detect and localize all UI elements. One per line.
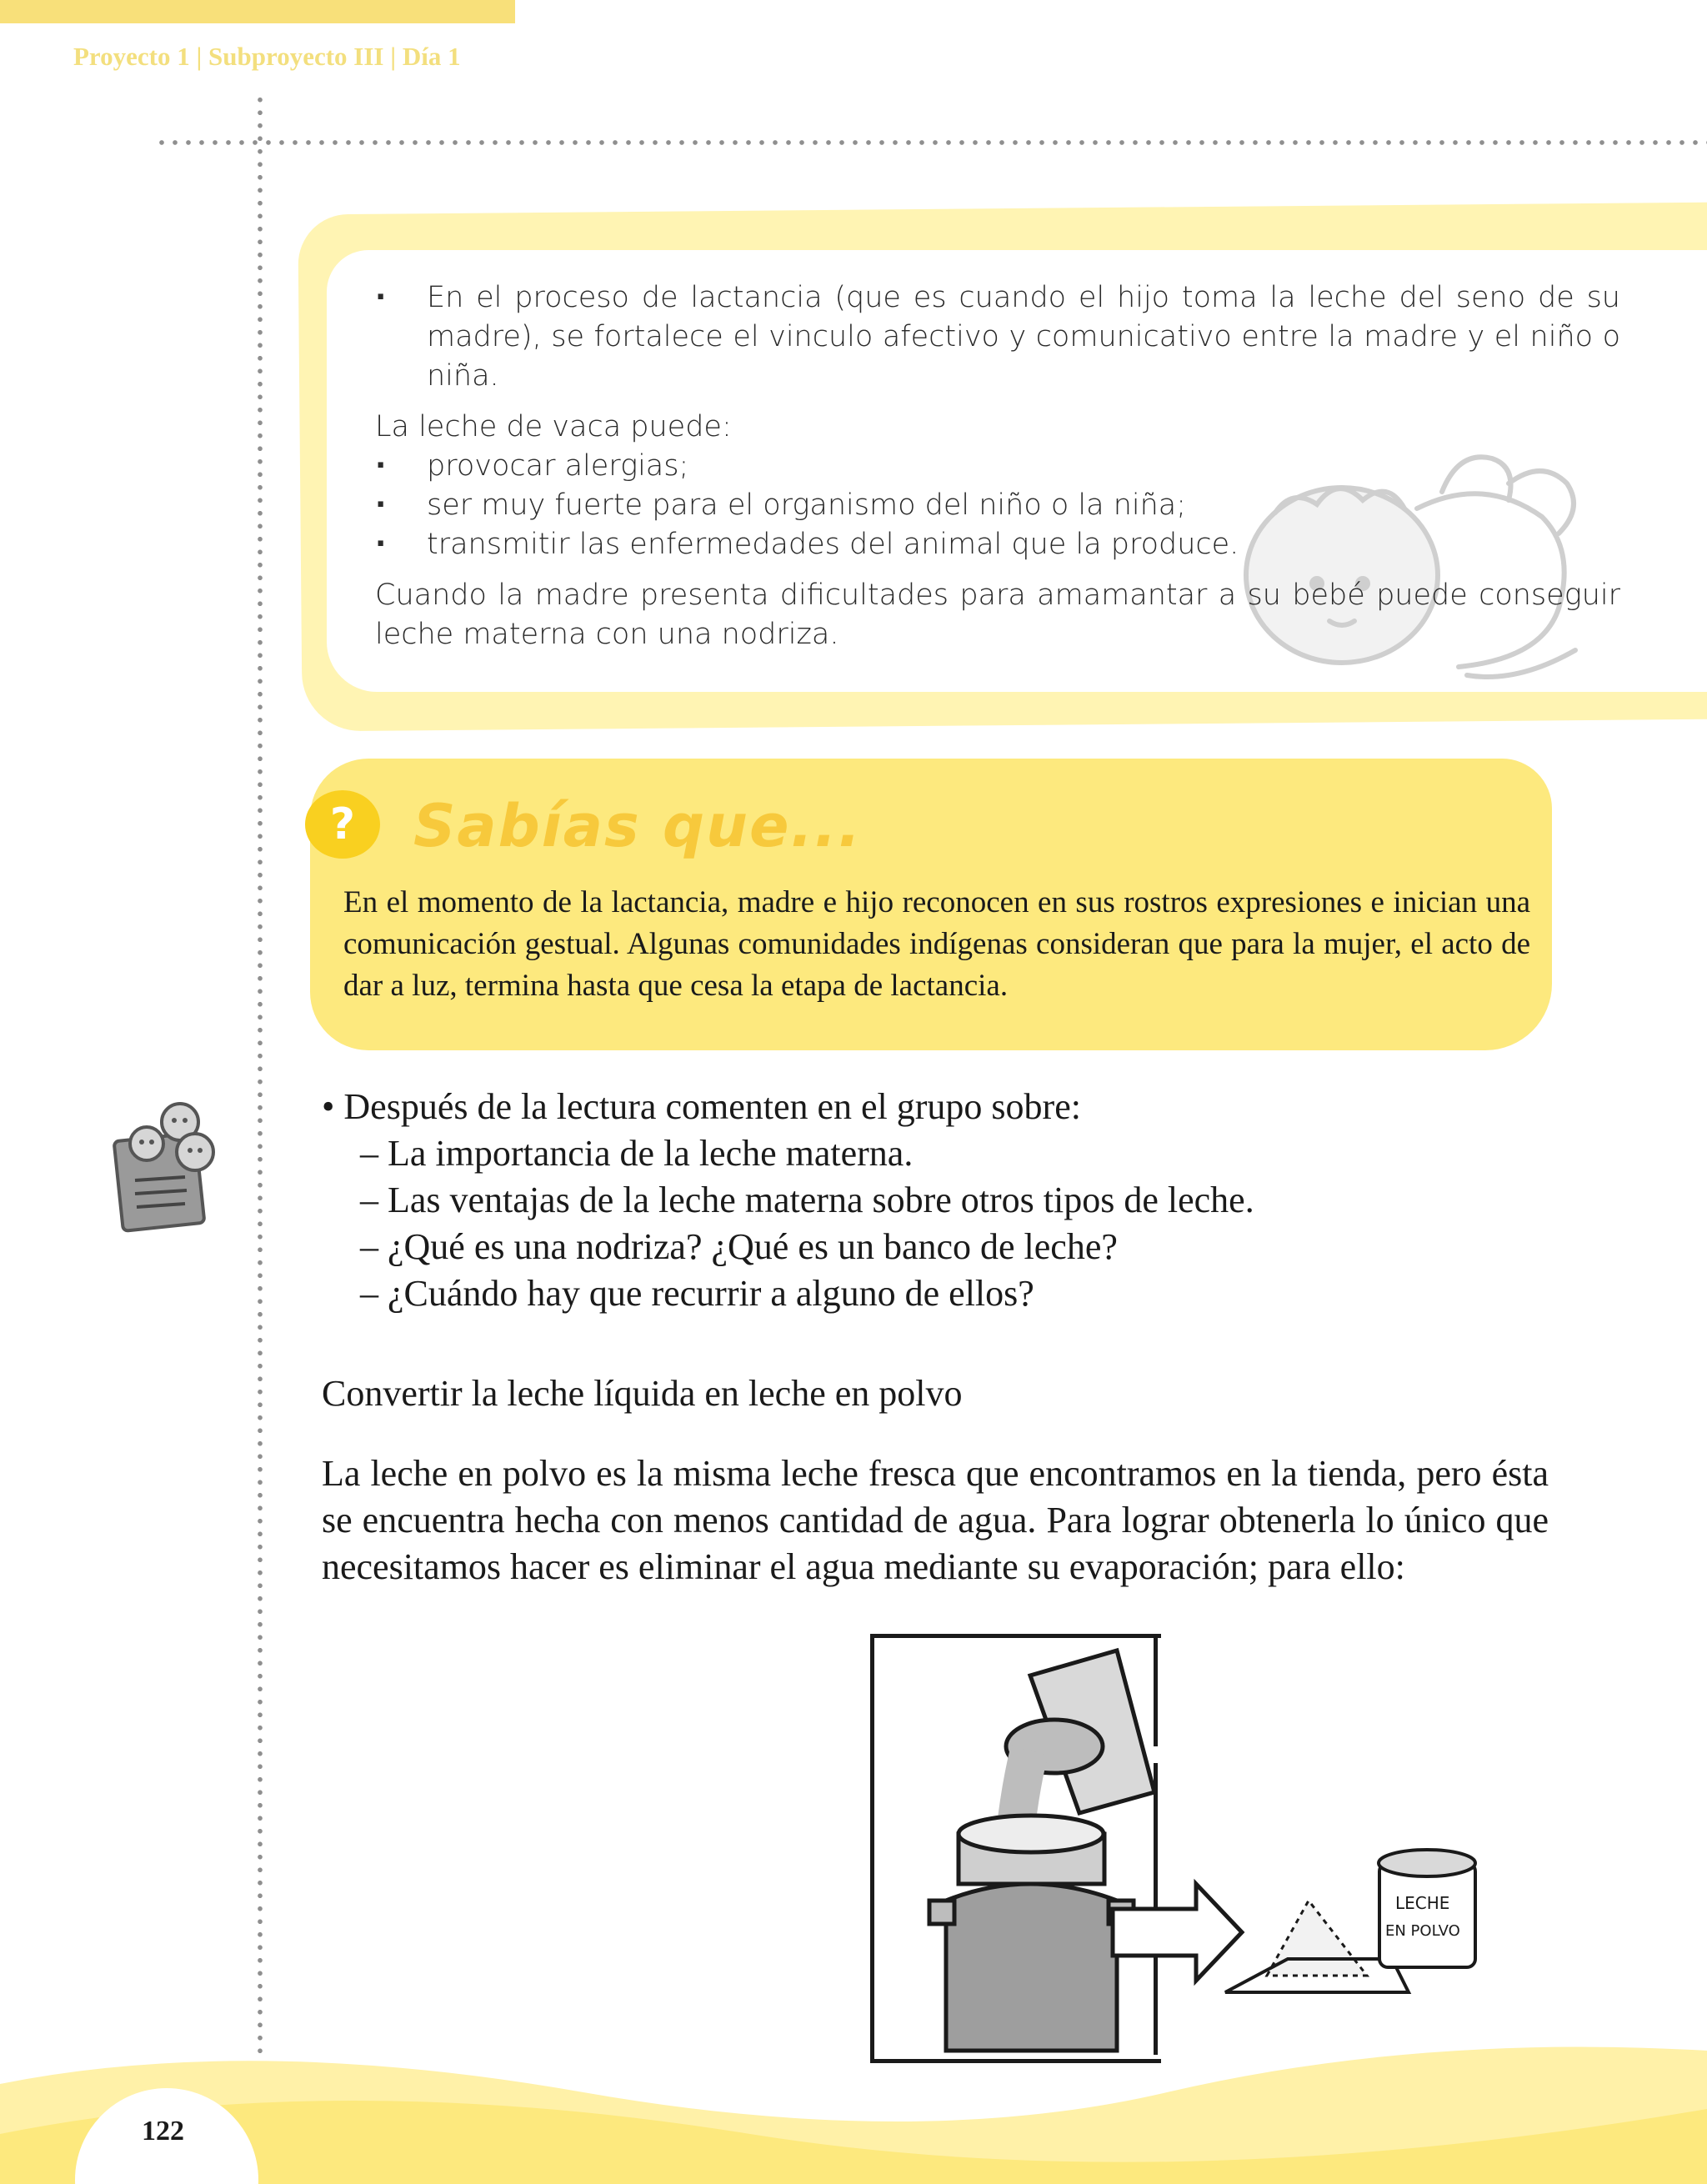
list-item: – Las ventajas de la leche materna sobre otros tipos de leche. (360, 1180, 1254, 1220)
top-accent-bar (0, 0, 515, 23)
running-header: Proyecto 1 | Subproyecto III | Día 1 (73, 42, 461, 71)
section-title: Convertir la leche líquida en leche en polvo (322, 1373, 963, 1414)
list-item: – ¿Cuándo hay que recurrir a alguno de ellos? (360, 1273, 1034, 1314)
bottom-wave-decoration (0, 2034, 1707, 2184)
question-icon: ? (305, 790, 380, 859)
list-item: · En el proceso de lactancia (que es cuando el hijo toma la leche del seno de su madre), se fortalece el vinculo afectivo y comunicativo entre la madre y el niño o niña. (375, 278, 1620, 396)
list-item: – La importancia de la leche materna. (360, 1133, 914, 1174)
milk-to-powder-illustration (867, 1625, 1534, 2059)
discussion-list (322, 1084, 1530, 1317)
horizontal-dotted-rule (155, 140, 1707, 145)
sabias-que-title: Sabías que... (413, 792, 863, 860)
intro-line: La leche de vaca puede: (375, 410, 732, 443)
can-label-2: EN POLVO (1385, 1922, 1460, 1940)
sabias-que-text: En el momento de la lactancia, madre e hijo reconocen en sus rostros expresiones e inician una comunicación gestual. Algunas comunidades indígenas consideran que para la mujer, el acto de dar a luz, termina hasta que cesa la etapa de lactancia. (343, 885, 1530, 1003)
vertical-dotted-rule (258, 93, 263, 2061)
group-activity-icon (112, 1097, 228, 1234)
page-number: 122 (142, 2116, 184, 2146)
list-item: · provocar alergias; (375, 447, 1620, 486)
list-item: – ¿Qué es una nodriza? ¿Qué es un banco de leche? (360, 1226, 1118, 1267)
upper-box-text (375, 278, 1620, 654)
can-label-1: LECHE (1395, 1893, 1450, 1913)
list-item: · transmitir las enfermedades del animal que la produce. (375, 525, 1620, 564)
closing-paragraph: Cuando la madre presenta dificultades para amamantar a su bebé puede conseguir leche materna con una nodriza. (375, 579, 1620, 651)
section-paragraph: La leche en polvo es la misma leche fresca que encontramos en la tienda, pero ésta se encuentra hecha con menos cantidad de agua. Para lograr obtenerla lo único que necesitamos hacer es eliminar el agua mediante su evaporación; para ello: (322, 1453, 1549, 1587)
list-item: · ser muy fuerte para el organismo del niño o la niña; (375, 486, 1620, 525)
discussion-lead: • Después de la lectura comenten en el grupo sobre: (322, 1086, 1081, 1127)
